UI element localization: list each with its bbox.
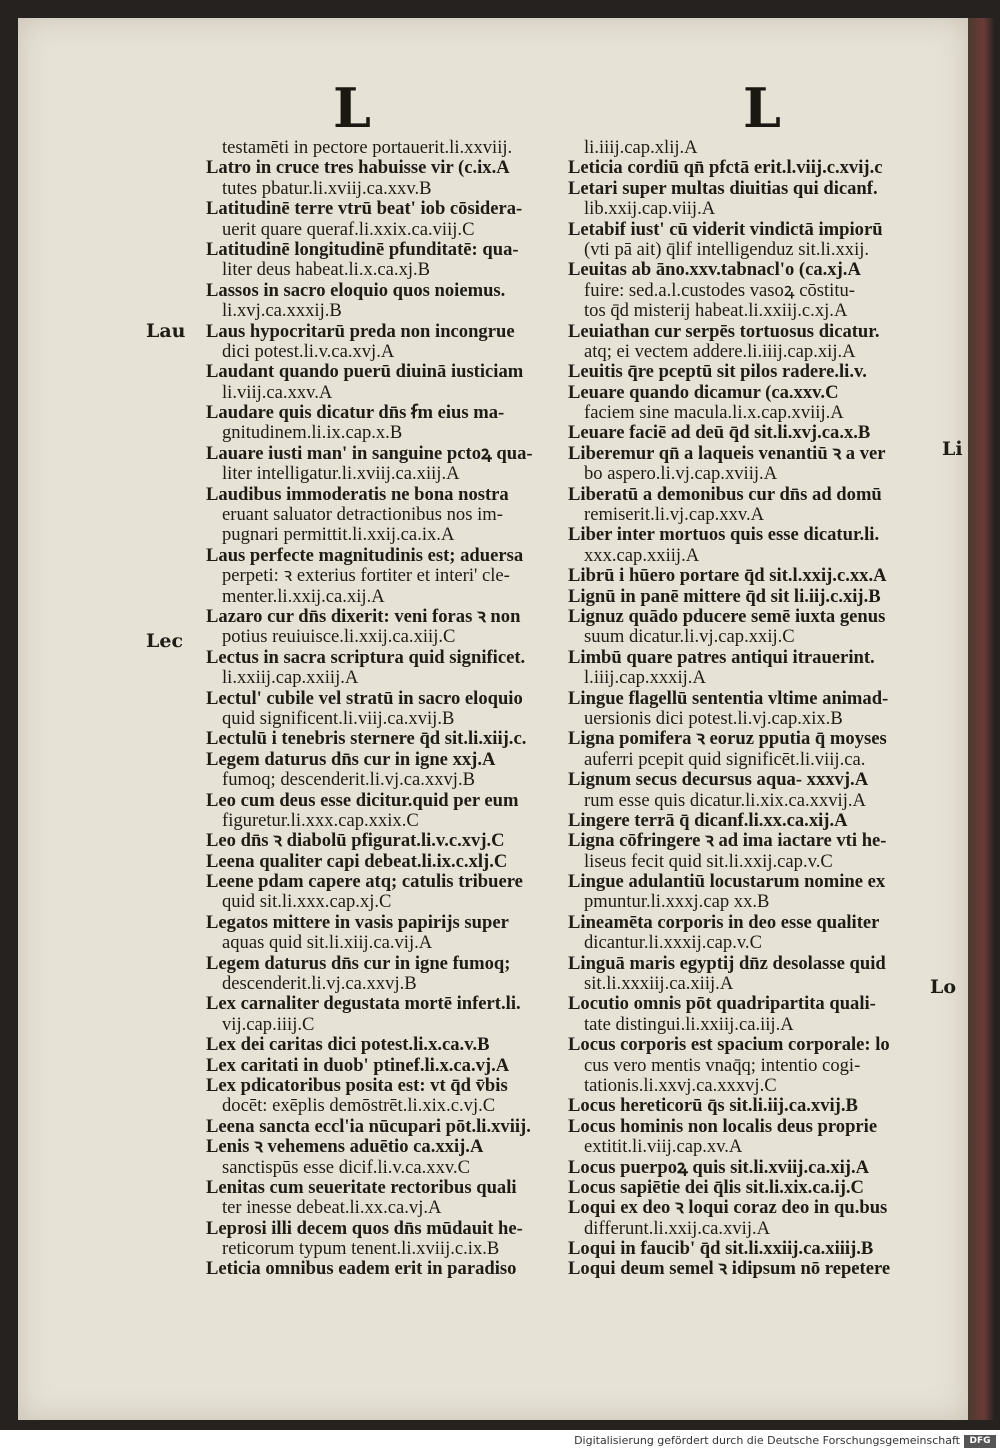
index-line: Laus perfecte magnitudinis est; aduersa [206, 545, 524, 566]
index-line: sit.li.xxxiij.ca.xiij.A [584, 974, 734, 995]
index-line: Locus corporis est spacium corporale: lo [568, 1035, 890, 1056]
index-line: eruant saluator detractionibus nos im- [222, 505, 503, 526]
index-line: ter inesse debeat.li.xx.ca.vj.A [222, 1198, 442, 1219]
index-line: sanctispūs esse dicif.li.v.ca.xxv.C [222, 1157, 471, 1178]
index-line: Lassos in sacro eloquio quos noiemus. [206, 280, 506, 301]
index-line: cus vero mentis vnaq̄q; intentio cogi- [584, 1055, 861, 1076]
index-line: Latitudinē longitudinē pfunditatē: qua- [206, 239, 519, 260]
index-line: Leena qualiter capi debeat.li.ix.c.xlj.C [206, 851, 508, 872]
index-line: Lex caritati in duob' ptinef.li.x.ca.vj.A [206, 1055, 510, 1076]
index-line: Loqui deum semel ꝛ idipsum nō repetere [568, 1259, 891, 1280]
index-line: liter intelligatur.li.xviij.ca.xiij.A [222, 464, 460, 485]
index-column-left [206, 138, 564, 1280]
index-line: auferri pcepit quid significēt.li.viij.ca. [584, 749, 866, 770]
index-line: extitit.li.viij.cap.xv.A [584, 1137, 743, 1158]
index-line: docēt: exēplis demōstrēt.li.xix.c.vj.C [222, 1096, 496, 1117]
footer-bar [0, 1430, 1000, 1454]
index-line: tutes pbatur.li.xviij.ca.xxv.B [222, 178, 432, 199]
index-line: Locus sapiētie dei q̄lis sit.li.xix.ca.ij.C [568, 1177, 864, 1198]
index-line: li.viij.ca.xxv.A [222, 382, 333, 403]
index-line: Leticia cordiū qn̄ pfctā erit.l.viij.c.xvij.c [568, 158, 883, 179]
index-line: Lectul' cubile vel stratū in sacro eloquio [206, 688, 523, 709]
book-page [18, 18, 968, 1420]
index-line: Leuare quando dicamur (ca.xxv.C [568, 382, 839, 403]
index-line: li.iiij.cap.xlij.A [584, 138, 698, 158]
index-line: suum dicatur.li.vj.cap.xxij.C [584, 627, 795, 648]
index-line: quid significent.li.viij.ca.xvij.B [222, 708, 455, 729]
index-line: tate distingui.li.xxiij.ca.iij.A [584, 1014, 794, 1035]
book-edge [968, 18, 994, 1420]
index-line: Lignū in panē mittere q̄d sit li.iij.c.xij.B [568, 586, 881, 607]
index-column-right [568, 138, 933, 1280]
index-line: uerit quare queraf.li.xxix.ca.viij.C [222, 219, 475, 240]
index-line: Leena sancta eccl'ia nūcupari pōt.li.xviij. [206, 1116, 531, 1137]
index-line: Laudibus immoderatis ne bona nostra [206, 484, 509, 505]
index-line: Latitudinē terre vtrū beat' iob cōsidera- [206, 199, 523, 220]
index-line: Linguā maris egyptij dn̄z desolasse quid [568, 953, 886, 974]
page-header-letter-left: L [333, 76, 371, 140]
index-line: Lazaro cur dn̄s dixerit: veni foras ꝛ non [206, 606, 521, 627]
index-line: Locus hominis non localis deus proprie [568, 1116, 878, 1137]
index-line: uersionis dici potest.li.vj.cap.xix.B [584, 708, 843, 729]
index-line: Latro in cruce tres habuisse vir (c.ix.A [206, 158, 510, 179]
index-line: figuretur.li.xxx.cap.xxix.C [222, 810, 419, 831]
index-line: Lex carnaliter degustata mortē infert.li. [206, 994, 521, 1015]
index-line: descenderit.li.vj.ca.xxvj.B [222, 974, 417, 995]
index-line: perpeti: ꝛ exterius fortiter et interi' cle- [222, 566, 510, 587]
index-line: Legatos mittere in vasis papirijs super [206, 912, 509, 933]
index-line: menter.li.xxij.ca.xij.A [222, 586, 385, 607]
index-line: gnitudinem.li.ix.cap.x.B [222, 423, 403, 444]
index-line: Lingue flagellū sententia vltime animad- [568, 688, 889, 709]
index-line: rum esse quis dicatur.li.xix.ca.xxvij.A [584, 790, 866, 811]
index-line: liseus fecit quid sit.li.xxij.cap.v.C [584, 851, 833, 872]
index-line: fumoq; descenderit.li.vj.ca.xxvj.B [222, 770, 476, 791]
margin-note-lo: Lo [930, 976, 957, 998]
index-line: Locus puerpoꝝ quis sit.li.xviij.ca.xij.A [568, 1157, 870, 1178]
index-line: Liberemur qn̄ a laqueis venantiū ꝛ a ver [568, 443, 886, 464]
index-line: Legem daturus dn̄s cur in igne fumoq; [206, 953, 511, 974]
index-line: l.iiij.cap.xxxij.A [584, 668, 706, 689]
index-line: Letari super multas diuitias qui dicanf. [568, 178, 878, 199]
index-line: Letabif iust' cū viderit vindictā impiorū [568, 219, 883, 240]
index-line: pmuntur.li.xxxj.cap xx.B [584, 892, 770, 913]
index-line: li.xxiij.cap.xxiij.A [222, 668, 359, 689]
index-line: quid sit.li.xxx.cap.xj.C [222, 892, 392, 913]
index-line: xxx.cap.xxiij.A [584, 545, 700, 566]
index-line: Ligna pomifera ꝛ eoruz pputia q̄ moyses [568, 729, 887, 750]
index-line: aquas quid sit.li.xiij.ca.vij.A [222, 933, 433, 954]
index-line: Ligna cōfringere ꝛ ad ima iactare vti he- [568, 831, 887, 852]
index-line: Laus hypocritarū preda non incongrue [206, 321, 515, 342]
index-line: dicantur.li.xxxij.cap.v.C [584, 933, 762, 954]
index-line: Leuitis q̄re pceptū sit pilos radere.li.v. [568, 362, 867, 383]
index-line: Lectus in sacra scriptura quid significet. [206, 647, 526, 668]
index-line: Lignum secus decursus aqua- xxxvj.A [568, 770, 869, 791]
index-line: Leuare faciē ad deū q̄d sit.li.xvj.ca.x.B [568, 423, 871, 444]
index-line: Leo cum deus esse dicitur.quid per eum [206, 790, 519, 811]
index-line: remiserit.li.vj.cap.xxv.A [584, 505, 765, 526]
index-line: Leuitas ab āno.xxv.tabnacl'o (ca.xj.A [568, 260, 861, 281]
index-line: Liberatū a demonibus cur dn̄s ad domū [568, 484, 882, 505]
margin-note-lau: Lau [146, 320, 186, 342]
index-line: lib.xxij.cap.viij.A [584, 199, 716, 220]
index-line: Leuiathan cur serpēs tortuosus dicatur. [568, 321, 880, 342]
index-line: Lex pdicatoribus posita est: vt q̄d v̄bis [206, 1075, 508, 1096]
index-line: Leene pdam capere atq; catulis tribuere [206, 872, 523, 893]
index-line: Lenis ꝛ vehemens aduētio ca.xxij.A [206, 1137, 484, 1158]
index-line: pugnari permittit.li.xxij.ca.ix.A [222, 525, 455, 546]
index-line: Limbū quare patres antiqui itrauerint. [568, 647, 875, 668]
index-line: Legem daturus dn̄s cur in igne xxj.A [206, 749, 496, 770]
index-line: faciem sine macula.li.x.cap.xviij.A [584, 403, 844, 424]
page-header-letter-right: L [743, 76, 781, 140]
index-line: Lignuz quādo pducere semē iuxta genus [568, 606, 886, 627]
index-line: Loqui in faucib' q̄d sit.li.xxiij.ca.xiiij.B [568, 1239, 874, 1260]
index-line: Leo dn̄s ꝛ diabolū pfigurat.li.v.c.xvj.C [206, 831, 505, 852]
index-line: vij.cap.iiij.C [222, 1014, 315, 1035]
footer-credit: Digitalisierung gefördert durch die Deutsche Forschungsgemeinschaft [574, 1434, 960, 1447]
index-line: Lectulū i tenebris sternere q̄d sit.li.xiij.c. [206, 729, 527, 750]
index-line: Lineamēta corporis in deo esse qualiter [568, 912, 880, 933]
index-line: (vti pā ait) q̄lif intelligenduz sit.li.xxij. [584, 239, 870, 260]
index-line: reticorum typum tenent.li.xviij.c.ix.B [222, 1239, 500, 1260]
index-line: Leticia omnibus eadem erit in paradiso [206, 1259, 517, 1280]
index-line: Lingere terrā q̄ dicanf.li.xx.ca.xij.A [568, 810, 848, 831]
index-line: Loqui ex deo ꝛ loqui coraz deo in qu.bus [568, 1198, 888, 1219]
margin-note-lec: Lec [146, 630, 184, 652]
index-line: fuire: sed.a.l.custodes vasoꝝ cōstitu- [584, 280, 855, 301]
index-line: Locutio omnis pōt quadripartita quali- [568, 994, 876, 1015]
index-line: bo aspero.li.vj.cap.xviij.A [584, 464, 778, 485]
index-line: Laudant quando puerū diuinā iusticiam [206, 362, 524, 383]
index-line: Lingue adulantiū locustarum nomine ex [568, 872, 886, 893]
index-line: Laudare quis dicatur dn̄s ẜm eius ma- [206, 403, 505, 424]
index-line: Leprosi illi decem quos dn̄s mūdauit he- [206, 1218, 523, 1239]
margin-note-li: Li [942, 438, 963, 460]
index-line: testamēti in pectore portauerit.li.xxviij. [222, 138, 513, 158]
index-line: li.xvj.ca.xxxij.B [222, 301, 342, 322]
index-line: atq; ei vectem addere.li.iiij.cap.xij.A [584, 341, 856, 362]
index-line: Lex dei caritas dici potest.li.x.ca.v.B [206, 1035, 490, 1056]
index-line: Liber inter mortuos quis esse dicatur.li. [568, 525, 880, 546]
index-line: tos q̄d misterij habeat.li.xxiij.c.xj.A [584, 301, 848, 322]
index-line: Locus hereticorū q̄s sit.li.iij.ca.xvij.B [568, 1096, 858, 1117]
index-line: liter deus habeat.li.x.ca.xj.B [222, 260, 431, 281]
dfg-logo: DFG [964, 1435, 996, 1448]
index-line: Lauare iusti man' in sanguine pctoꝝ qua- [206, 443, 533, 464]
index-line: tationis.li.xxvj.ca.xxxvj.C [584, 1075, 777, 1096]
index-line: Lenitas cum seueritate rectoribus quali [206, 1177, 517, 1198]
index-line: differunt.li.xxij.ca.xvij.A [584, 1218, 771, 1239]
index-line: dici potest.li.v.ca.xvj.A [222, 341, 395, 362]
index-line: potius reuiuisce.li.xxij.ca.xiij.C [222, 627, 456, 648]
index-line: Librū i hūero portare q̄d sit.l.xxij.c.xx.A [568, 566, 887, 587]
